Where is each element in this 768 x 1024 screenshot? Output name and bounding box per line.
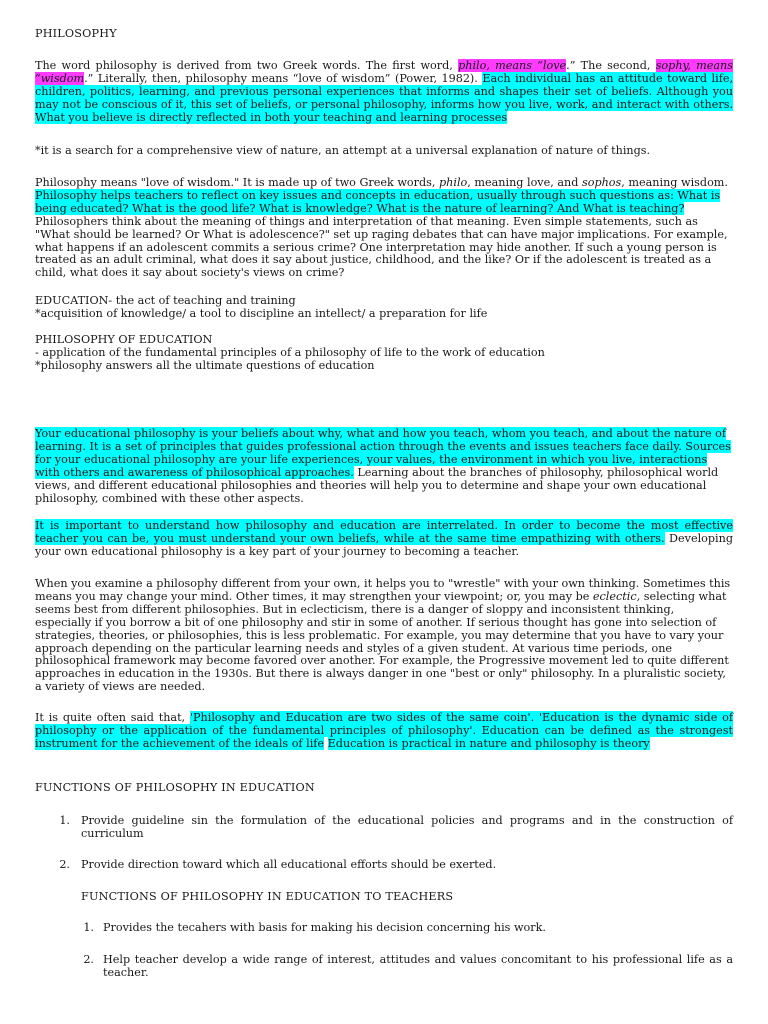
teachers-functions-heading: FUNCTIONS OF PHILOSOPHY IN EDUCATION TO TEACHERS (81, 890, 454, 903)
list-item: Provide guideline sin the formulation of the educational policies and programs and in the construction of curriculum (81, 814, 733, 840)
paragraph-educational-philosophy: Your educational philosophy is your beliefs about why, what and how you teach, whom you teach, and about the nature of learning. It is a set of principles that guides professional action through the events and issues teachers face daily. Sources for your educational philosophy are your life experiences, your values, the environment in which you live, interactions with others and awareness of philosophical approaches. Learning about the branches of philosophy, philosophical world views, and different educational philosophies and theories will help you to determine and shape your own educational philosophy, combined with these other aspects. (35, 427, 731, 505)
highlight-sophy: sophy, means “wisdom (35, 59, 733, 85)
text-run: .” The second, (566, 59, 656, 72)
highlight-principles: It is a set of principles that guides professional action through the events and issues teachers face daily. Sources for your educational philosophy are your life experiences, your values, the environment in which you live, interactions with others and awareness of philosophical approaches. (35, 439, 731, 479)
list-item: Provide direction toward which all educational efforts should be exerted. (81, 858, 497, 871)
list-number: 1. (83, 921, 94, 934)
paragraph-eclectic: When you examine a philosophy different from your own, it helps you to "wrestle" with your own thinking. Sometimes this means you may change your mind. Other times, it may strengthen your viewpoint; or, you may be eclectic, selecting what seems best from different philosophies. But in eclecticism, there is a danger of sloppy and inconsistent thinking, especially if you borrow a bit of one philosophy and stir in some of another. If serious thought has gone into selection of strategies, theories, or philosophies, this is less problematic. For example, you may determine that you have to vary your approach depending on the particular learning needs and styles of a given student. At various time periods, one philosophical framework may become favored over another. For example, the Progressive movement led to quite different approaches in education in the 1930s. But there is always danger in one "best or only" philosophy. In a pluralistic society, a variety of views are needed. (35, 577, 731, 694)
list-number: 1. (59, 814, 70, 827)
highlight-philo: philo, means “love (458, 59, 567, 72)
highlight-coin-quote: 'Philosophy and Education are two sides of the same coin'. 'Education is the dynamic side of philosophy or the application of the fundamental principles of philosophy'. Education can be defined as the strongest instrument for the achievement of the ideals of life (35, 711, 733, 750)
list-item: Provides the tecahers with basis for making his decision concerning his work. (103, 921, 546, 934)
highlight-interrelated: It is important to understand how philosophy and education are interrelated. In order to become the most effective teacher you can be, you must understand your own beliefs, while at the same time empathizing with others. (35, 519, 733, 545)
education-definition: EDUCATION- the act of teaching and training *acquisition of knowledge/ a tool to discipline an intellect/ a preparation for life (35, 294, 488, 320)
highlight-attitude: Each individual has an attitude toward life, children, politics, learning, and previous personal experiences that informs and shapes their set of beliefs. Although you may not be conscious of it, this set of beliefs, or personal philosophy, informs how you live, work, and interact with others. What you believe is directly reflected in both your teaching and learning processes (35, 71, 734, 124)
paragraph-love-of-wisdom: Philosophy means "love of wisdom." It is made up of two Greek words, philo, meaning love, and sophos, meaning wisdom. Philosophy helps teachers to reflect on key issues and concepts in education, usually through such questions as: What is being educated? What is the good life? What is knowledge? What is the nature of learning? And What is teaching? Philosophers think about the meaning of things and interpretation of that meaning. Even simple statements, such as "What should be learned? Or What is adolescence?" set up raging debates that can have major implications. For example, what happens if an adolescent commits a serious crime? One interpretation may hide another. If such a young person is treated as an adult criminal, what does it say about justice, childhood, and the like? Or if the adolescent is treated as a child, what does it say about society's views on crime? (35, 176, 728, 280)
list-number: 2. (83, 953, 94, 966)
highlight-practical: Education is practical in nature and philosophy is theory (327, 736, 650, 750)
highlight-beliefs: Your educational philosophy is your beliefs about why, what and how you teach, whom you teach, and about the nature of learning. (35, 427, 727, 453)
paragraph-word-philosophy (35, 60, 733, 125)
paragraph-two-sides-coin: It is quite often said that, 'Philosophy and Education are two sides of the same coin'. 'Education is the dynamic side of philosophy or the application of the fundamental principles of philosophy'. Education can be defined as the strongest instrument for the achievement of the ideals of life Education is practical in nature and philosophy is theory (35, 711, 733, 750)
page-title: PHILOSOPHY (35, 27, 117, 40)
philosophy-of-education-definition: PHILOSOPHY OF EDUCATION - application of the fundamental principles of a philosophy of life to the work of education *philosophy answers all the ultimate questions of education (35, 333, 545, 372)
list-item: Help teacher develop a wide range of interest, attitudes and values concomitant to his professional life as a teacher. (103, 953, 733, 979)
highlight-key-questions: Philosophy helps teachers to reflect on key issues and concepts in education, usually through such questions as: What is being educated? What is the good life? What is knowledge? What is the nature of learning? And What is teaching? (35, 188, 721, 215)
paragraph-interrelated: It is important to understand how philosophy and education are interrelated. In order to become the most effective teacher you can be, you must understand your own beliefs, while at the same time empathizing with others. Developing your own educational philosophy is a key part of your journey to becoming a teacher. (35, 519, 733, 558)
list-number: 2. (59, 858, 70, 871)
text-run: The word philosophy is derived from two Greek words. The first word, (35, 59, 459, 72)
text-run: .” Literally, then, philosophy means “love of wisdom” (Power, 1982). (84, 71, 483, 85)
functions-heading: FUNCTIONS OF PHILOSOPHY IN EDUCATION (35, 781, 315, 794)
paragraph-search-note: *it is a search for a comprehensive view of nature, an attempt at a universal explanation of nature of things. (35, 144, 651, 157)
